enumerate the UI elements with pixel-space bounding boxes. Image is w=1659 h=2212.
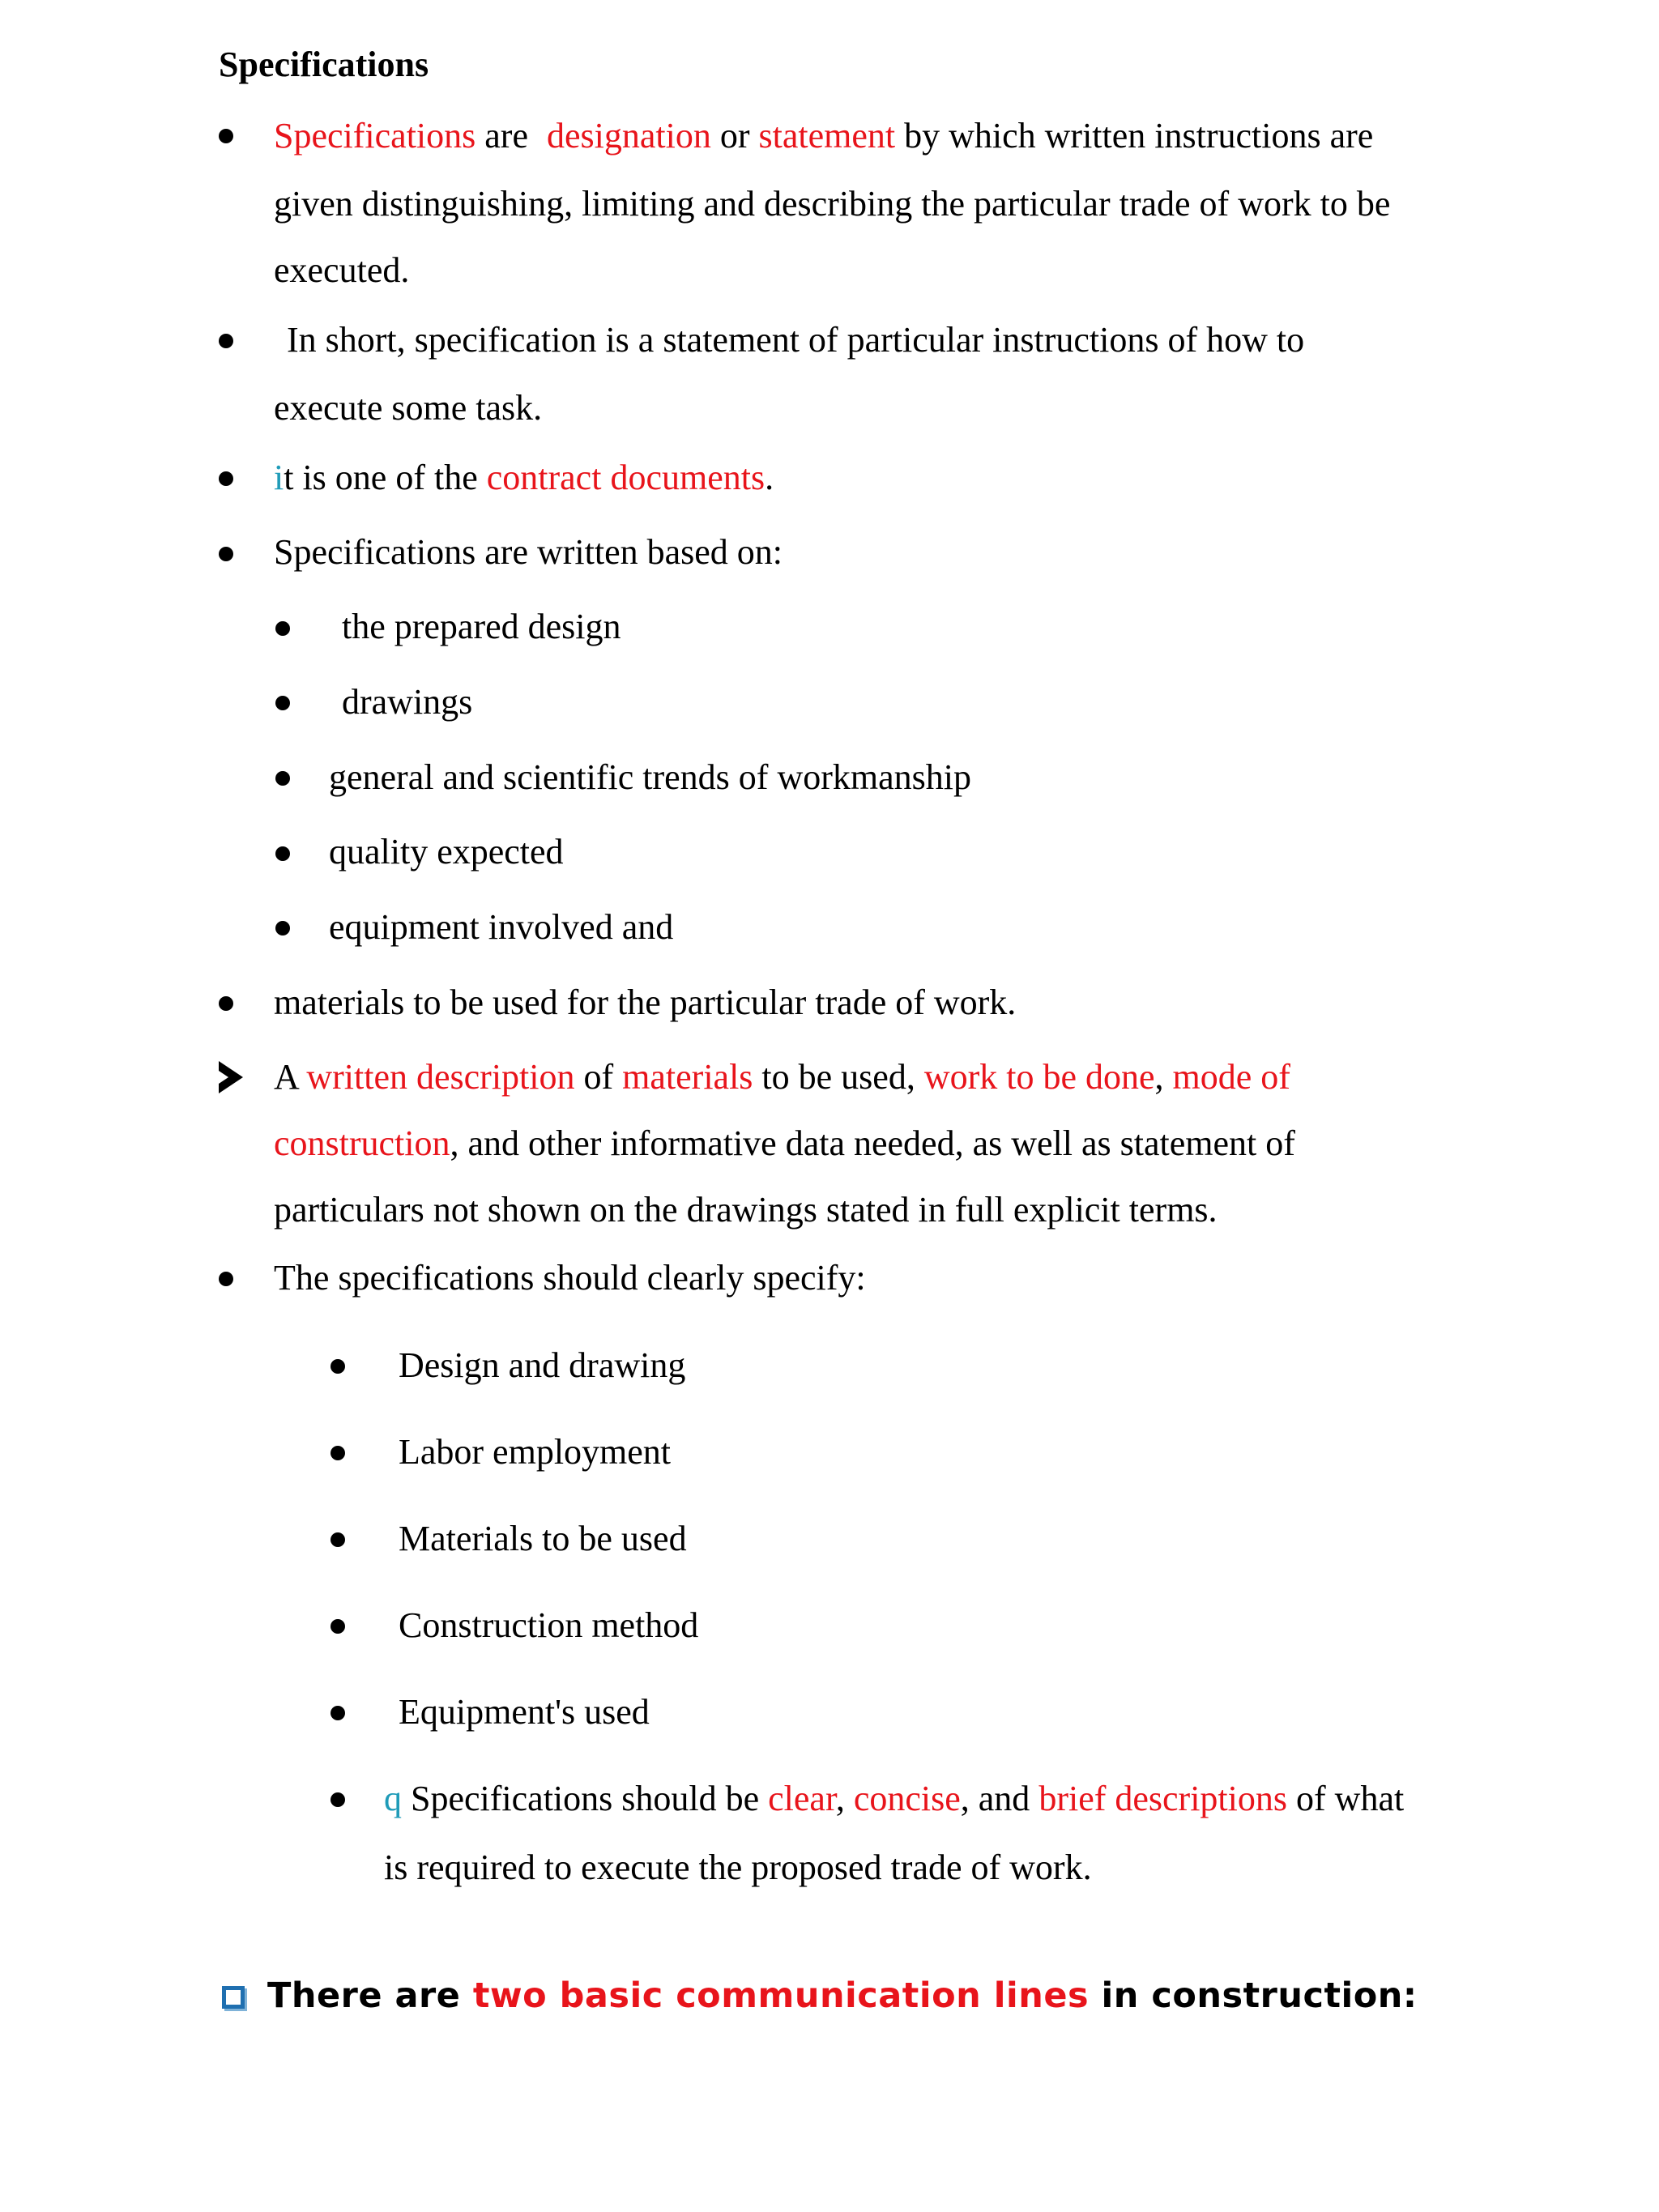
text-span: of (574, 1057, 623, 1097)
highlight-term: statement (758, 116, 896, 156)
bullet-icon (331, 1359, 345, 1374)
bullet-icon (219, 334, 233, 348)
bullet-icon (219, 547, 233, 561)
text-span: q (384, 1779, 402, 1818)
highlight-term: brief descriptions (1038, 1779, 1288, 1818)
text-span: in construction: (1089, 1975, 1418, 2016)
highlight-term: mode of (1172, 1057, 1290, 1097)
paragraph-line (274, 1110, 1295, 1178)
paragraph-line: In short, specification is a statement of particular instructions of how to (287, 320, 1305, 360)
text-span: A (274, 1057, 307, 1097)
text-span: to be used, (753, 1057, 924, 1097)
list-item: Equipment's used (399, 1692, 650, 1732)
bullet-icon (331, 1792, 345, 1807)
checkbox-bullet-icon (222, 1986, 245, 2009)
highlight-term: Specifications (274, 116, 476, 156)
bullet-icon (219, 1272, 233, 1286)
list-item: general and scientific trends of workmanship (329, 757, 971, 797)
highlight-term: clear (768, 1779, 836, 1818)
highlight-term: two basic communication lines (472, 1975, 1090, 2016)
arrow-bullet-icon (219, 1061, 243, 1093)
text-span: t is one of the (284, 458, 487, 497)
section-heading (267, 1971, 1418, 2020)
text-span: . (765, 458, 774, 497)
list-item: Construction method (399, 1605, 699, 1645)
text-span: are (476, 116, 537, 156)
paragraph-line: execute some task. (274, 388, 543, 428)
highlight-term: materials (622, 1057, 753, 1097)
paragraph-line (274, 102, 1373, 170)
paragraph-line (274, 1043, 1290, 1111)
bullet-icon (275, 621, 290, 636)
bullet-icon (219, 129, 233, 143)
highlight-term: contract documents (486, 458, 766, 497)
text-span: , (1154, 1057, 1173, 1097)
page-title: Specifications (219, 45, 429, 84)
text-span: , and (960, 1779, 1039, 1818)
bullet-icon (275, 696, 290, 710)
list-item (384, 1765, 1404, 1833)
paragraph-line: executed. (274, 250, 410, 290)
paragraph-line: materials to be used for the particular trade of work. (274, 982, 1017, 1022)
text-span: There are (267, 1975, 473, 2016)
highlight-term: designation (546, 116, 711, 156)
bullet-icon (331, 1446, 345, 1460)
list-item: the prepared design (342, 607, 621, 646)
paragraph-line (274, 444, 774, 512)
paragraph-line: Specifications are written based on: (274, 532, 783, 572)
text-span: by which written instructions are (895, 116, 1374, 156)
paragraph-line: particulars not shown on the drawings stated in full explicit terms. (274, 1190, 1218, 1230)
text-span: , and other informative data needed, as well as statement of (450, 1123, 1295, 1163)
text-span: i (274, 458, 284, 497)
text-span: Specifications should be (402, 1779, 769, 1818)
highlight-term: work to be done (923, 1057, 1155, 1097)
bullet-icon (275, 771, 290, 786)
list-item: Design and drawing (399, 1345, 686, 1385)
highlight-term: written description (306, 1057, 575, 1097)
list-item: Materials to be used (399, 1519, 687, 1558)
bullet-icon (275, 846, 290, 861)
list-item: drawings (342, 682, 473, 722)
text-span: of what (1287, 1779, 1405, 1818)
bullet-icon (219, 996, 233, 1011)
text-span: or (710, 116, 759, 156)
paragraph-line: given distinguishing, limiting and describing the particular trade of work to be (274, 184, 1391, 224)
bullet-icon (331, 1532, 345, 1547)
bullet-icon (331, 1619, 345, 1634)
list-item: quality expected (329, 832, 564, 872)
bullet-icon (219, 471, 233, 486)
bullet-icon (275, 921, 290, 936)
list-item: Labor employment (399, 1432, 672, 1472)
list-item: is required to execute the proposed trade of work. (384, 1848, 1092, 1887)
text-span: , (835, 1779, 854, 1818)
bullet-icon (331, 1706, 345, 1720)
highlight-term: concise (853, 1779, 961, 1818)
highlight-term: construction (274, 1123, 450, 1163)
list-item: equipment involved and (329, 907, 674, 947)
paragraph-line: The specifications should clearly specify: (274, 1258, 866, 1298)
